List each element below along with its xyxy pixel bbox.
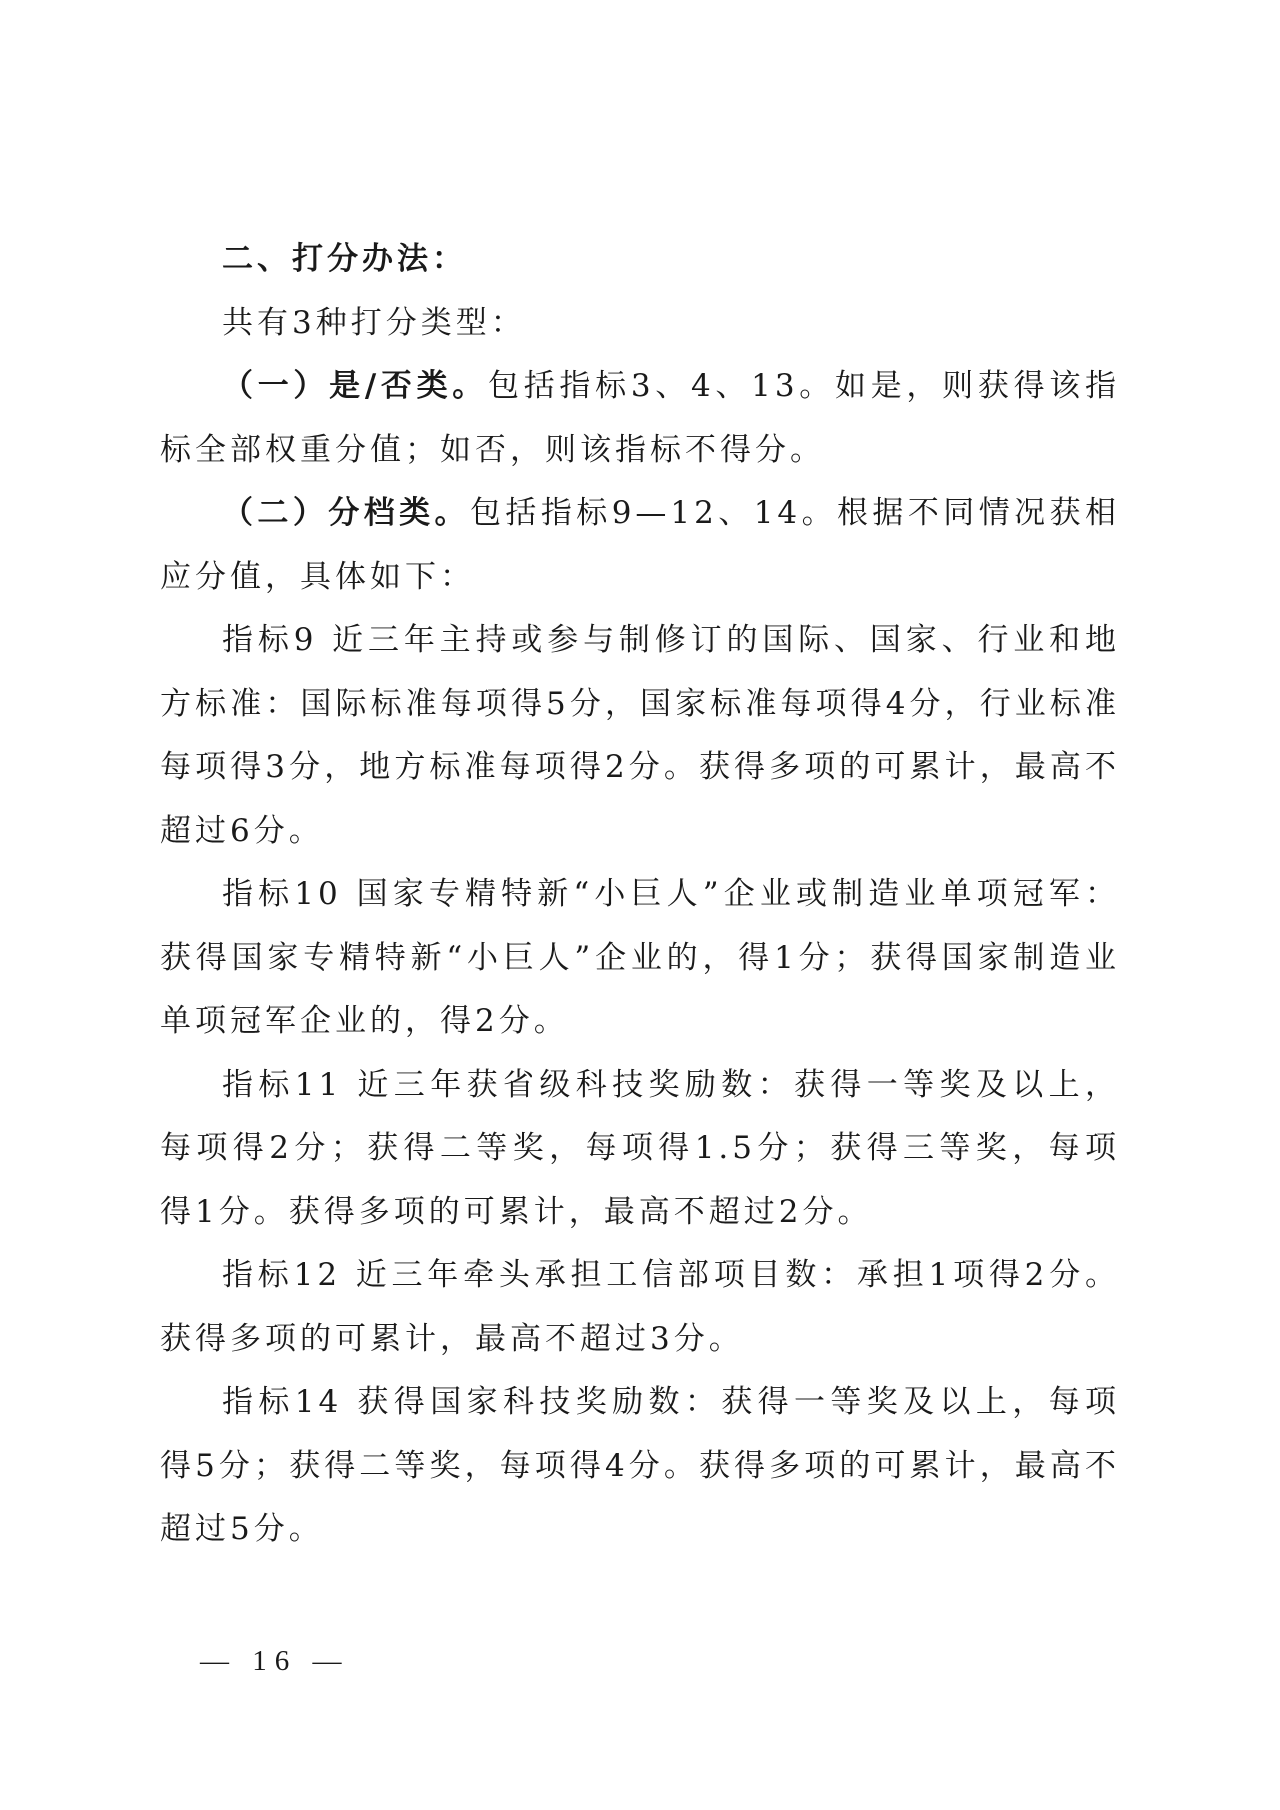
paragraph-indicator-12 (160, 1244, 1120, 1371)
paragraph-indicator-14 (160, 1371, 1120, 1562)
paragraph-text: 包括指标3、4、13。如是，则获得该指标全部权重分值；如否，则该指标不得分。 (160, 368, 1120, 468)
paragraph-text: 指标11 近三年获省级科技奖励数：获得一等奖及以上，每项得2分；获得二等奖，每项得1.5分；获得三等奖，每项得1分。获得多项的可累计，最高不超过2分。 (160, 1066, 1120, 1230)
paragraph-text: 指标12 近三年牵头承担工信部项目数：承担1项得2分。获得多项的可累计，最高不超过3分。 (160, 1257, 1120, 1357)
paragraph-text: 指标10 国家专精特新“小巨人”企业或制造业单项冠军：获得国家专精特新“小巨人”企业的，得1分；获得国家制造业单项冠军企业的，得2分。 (160, 876, 1120, 1039)
paragraph-yes-no-type (160, 355, 1120, 482)
paragraph-text: 包括指标9—12、14。根据不同情况获相应分值，具体如下： (160, 495, 1120, 595)
page-number: — 16 — (200, 1645, 350, 1677)
paragraph-indicator-10 (160, 863, 1120, 1054)
paragraph-lead: （一）是/否类。 (222, 368, 489, 404)
paragraph-indicator-11 (160, 1054, 1120, 1245)
paragraph-indicator-9 (160, 609, 1120, 863)
paragraph-text: 指标14 获得国家科技奖励数：获得一等奖及以上，每项得5分；获得二等奖，每项得4分。获得多项的可累计，最高不超过5分。 (160, 1384, 1120, 1547)
paragraph-text: 共有3种打分类型： (222, 304, 526, 341)
paragraph-lead: （二）分档类。 (222, 495, 470, 531)
document-page (160, 228, 1120, 1562)
section-heading: 二、打分办法： (222, 241, 467, 277)
paragraph-text: 指标9 近三年主持或参与制修订的国际、国家、行业和地方标准：国际标准每项得5分，国家标准每项得4分，行业标准每项得3分，地方标准每项得2分。获得多项的可累计，最高不超过6分。 (160, 622, 1120, 849)
paragraph-intro (160, 292, 1120, 356)
paragraph-tiered-type (160, 482, 1120, 609)
